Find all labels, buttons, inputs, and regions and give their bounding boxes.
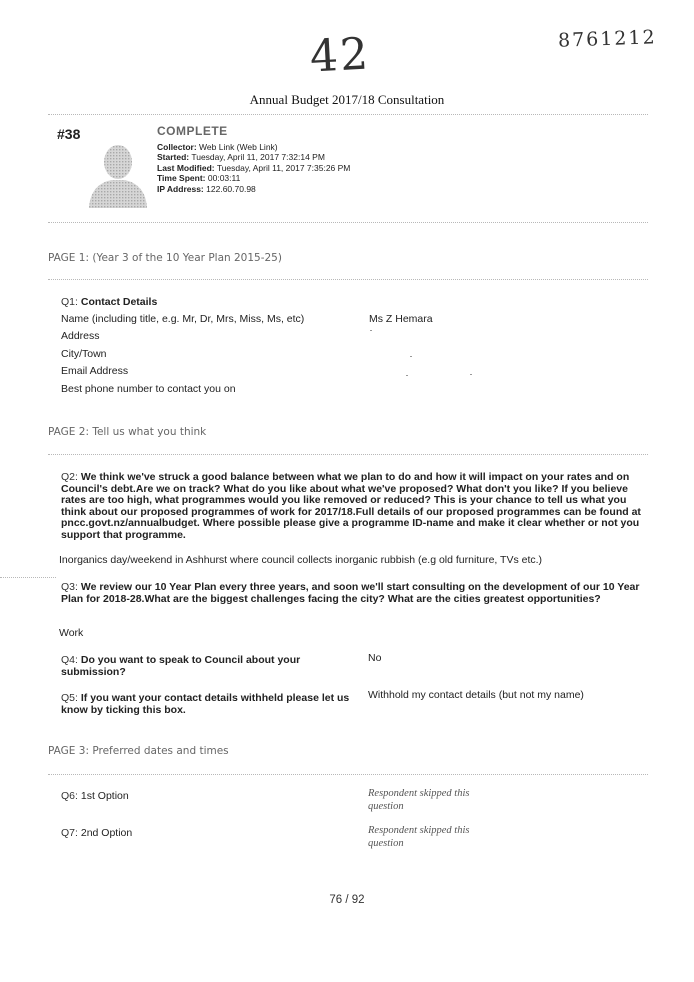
page-counter: 76 / 92: [329, 894, 365, 906]
question-5-text: If you want your contact details withheld please let us know by ticking this box.: [61, 692, 350, 716]
divider: [48, 774, 648, 775]
status-badge: COMPLETE: [157, 124, 228, 138]
question-6-text: 1st Option: [80, 790, 129, 802]
time-spent-value: 00:03:11: [207, 173, 241, 184]
page-2-heading: [48, 426, 206, 438]
question-3: [61, 582, 643, 605]
question-1-heading: [61, 296, 157, 308]
address-field-label: Address: [61, 330, 100, 342]
divider: [48, 279, 648, 280]
started-row: [157, 152, 350, 162]
divider: [48, 222, 648, 223]
page-2-title: Tell us what you think: [92, 426, 207, 438]
redaction-speck: [470, 374, 472, 375]
last-modified-label: Last Modified:: [157, 162, 215, 173]
name-field-value: Ms Z Hemara: [369, 313, 433, 325]
question-3-text: We review our 10 Year Plan every three years, and soon we'll start consulting on the development of our 10 Year Plan for 2018-28.What are the biggest challenges facing the city? What are the cities greatest opportunities?: [61, 581, 640, 605]
response-number: #38: [57, 126, 81, 142]
question-5-number: Q5:: [61, 692, 78, 704]
page-3-heading: [48, 745, 229, 757]
name-field-label: Name (including title, e.g. Mr, Dr, Mrs, Miss, Ms, etc): [61, 313, 305, 325]
question-6: [61, 790, 129, 802]
page-3-title: Preferred dates and times: [92, 745, 229, 757]
page-1-label: PAGE 1:: [48, 252, 89, 264]
time-spent-label: Time Spent:: [157, 173, 206, 184]
ip-address-row: [157, 184, 350, 194]
time-spent-row: [157, 173, 350, 183]
question-4-number: Q4:: [61, 654, 78, 666]
collector-value: Web Link (Web Link): [199, 142, 278, 152]
divider: [48, 114, 648, 115]
last-modified-value: Tuesday, April 11, 2017 7:35:26 PM: [216, 162, 351, 173]
question-7-number: Q7:: [61, 827, 78, 839]
started-value: Tuesday, April 11, 2017 7:32:14 PM: [191, 152, 325, 163]
question-2: [61, 472, 643, 542]
question-2-answer: Inorganics day/weekend in Ashhurst where council collects inorganic rubbish (e.g old furniture, TVs etc.): [59, 554, 543, 566]
question-6-number: Q6:: [61, 790, 78, 802]
question-4-text: Do you want to speak to Council about your submission?: [61, 654, 301, 678]
redaction-speck: [410, 356, 412, 357]
response-metadata: [157, 142, 350, 194]
question-4-answer: No: [368, 652, 382, 664]
email-field-label: Email Address: [61, 365, 129, 377]
question-3-number: Q3:: [61, 581, 78, 593]
page-1-title: (Year 3 of the 10 Year Plan 2015-25): [92, 252, 282, 264]
question-3-answer: Work: [59, 627, 84, 639]
question-1-number: Q1:: [61, 296, 78, 308]
ip-address-label: IP Address:: [157, 183, 204, 194]
person-silhouette-icon: [86, 140, 150, 208]
question-7-skipped: Respondent skipped this question: [368, 825, 470, 849]
page-3-label: PAGE 3:: [48, 745, 89, 757]
question-6-skipped: Respondent skipped this question: [368, 788, 470, 812]
started-label: Started:: [157, 152, 190, 163]
question-5: [61, 692, 357, 716]
page-1-heading: [48, 252, 282, 264]
phone-field-label: Best phone number to contact you on: [61, 383, 236, 395]
collector-label: Collector:: [157, 142, 197, 152]
question-5-answer: Withhold my contact details (but not my name): [368, 689, 584, 701]
handwritten-page-number: 42: [308, 28, 372, 83]
question-7: [61, 827, 132, 839]
divider: [48, 454, 648, 455]
handwritten-reference-id: 8761212: [557, 26, 657, 52]
question-2-number: Q2:: [61, 471, 78, 483]
document-title: Annual Budget 2017/18 Consultation: [249, 92, 445, 107]
margin-mark: [0, 577, 56, 578]
collector-row: [157, 142, 350, 152]
avatar: [86, 140, 150, 208]
last-modified-row: [157, 163, 350, 173]
page-2-label: PAGE 2:: [48, 426, 89, 438]
question-1-title: Contact Details: [80, 296, 158, 308]
question-2-text: We think we've struck a good balance between what we plan to do and how it will impact on your rates and on Council's debt.Are we on track? What do you like about what we've proposed? What don't you like? If you believe rates are too high, what programmes would you like removed or reduced? This is your chance to tell us what you think about our proposed programmes of work for 2017/18.Full details of our proposed programmes can be found at pncc.govt.nz/annualbudget. Where possible please give a programme ID-name and make it clear whether or not you support that programme.: [61, 471, 641, 541]
redaction-speck: [370, 330, 372, 331]
question-7-text: 2nd Option: [80, 827, 133, 839]
ip-address-value: 122.60.70.98: [206, 183, 256, 194]
redaction-speck: [406, 375, 408, 376]
city-field-label: City/Town: [61, 348, 107, 360]
question-4: [61, 654, 353, 678]
